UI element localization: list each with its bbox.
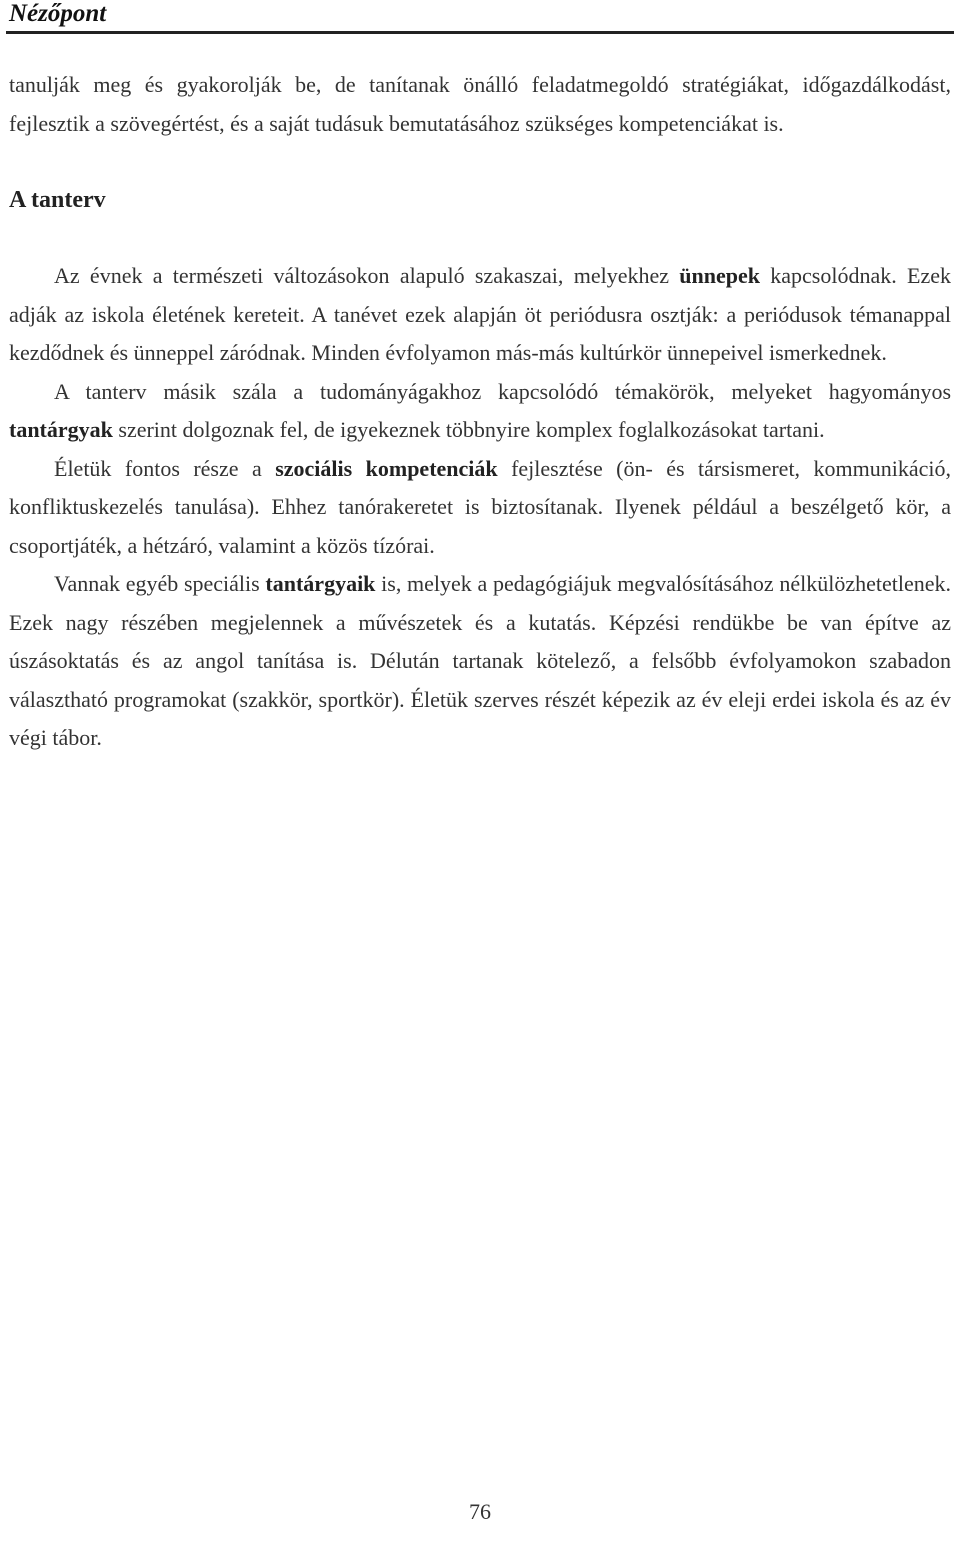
- bold-term-social-competencies: szociális kompetenciák: [275, 455, 498, 481]
- page-number: 76: [469, 1499, 491, 1524]
- bold-term-special-subjects: tantárgyaik: [265, 571, 376, 596]
- text-run: kapcsolódnak. Ezek adják az iskola életének kereteit. A tanévet ezek alapján öt periódusra osztják: a periódusok témanappal kezdődnek és ünneppel záródnak. Minden évfolyamon más-más kultúrkör ünnepeivel ismerkednek.: [9, 263, 951, 365]
- paragraph-special-subjects: [9, 565, 951, 758]
- paragraph-holidays: [9, 257, 951, 373]
- paragraph-subjects: [9, 373, 951, 450]
- text-run: is, melyek a pedagógiájuk megvalósításához nélkülözhetetlenek. Ezek nagy részében megjelennek a művészetek és a kutatás. Képzési rendükbe be van építve az úszásoktatás és az angol tanítása is. Délután tartanak kötelező, a felsőbb évfolyamokon szabadon választható programokat (szakkör, sportkör). Életük szerves részét képezik az év eleji erdei iskola és az év végi tábor.: [9, 571, 951, 750]
- page-body: [9, 66, 951, 758]
- text-run: A tanterv másik szála a tudományágakhoz kapcsolódó témakörök, melyeket hagyományos: [54, 378, 951, 404]
- header-divider: [6, 31, 954, 34]
- bold-term-subjects: tantárgyak: [9, 417, 113, 442]
- paragraph-continued: tanulják meg és gyakorolják be, de tanítanak önálló feladatmegoldó stratégiákat, időgazdálkodást, fejlesztik a szövegértést, és a saját tudásuk bemutatásához szükséges kompetenciákat is.: [9, 72, 951, 136]
- paragraph-social-competencies: [9, 450, 951, 566]
- text-run: Az évnek a természeti változásokon alapuló szakaszai, melyekhez: [54, 263, 680, 288]
- text-run: szerint dolgoznak fel, de igyekeznek többnyire komplex foglalkozásokat tartani.: [112, 417, 825, 442]
- text-run: fejlesztése (ön- és társismeret, kommunikáció, konfliktuskezelés tanulása). Ehhez tanórakeretet is biztosítanak. Ilyenek például a beszélgető kör, a csoportjáték, a hétzáró, valamint a közös tízórai.: [9, 455, 951, 558]
- bold-term-holidays: ünnepek: [679, 263, 760, 288]
- text-run: Vannak egyéb speciális: [54, 571, 266, 596]
- text-run: Életük fontos része a: [54, 455, 276, 481]
- section-heading: A tanterv: [9, 187, 106, 213]
- running-header-title: Nézőpont: [9, 0, 107, 27]
